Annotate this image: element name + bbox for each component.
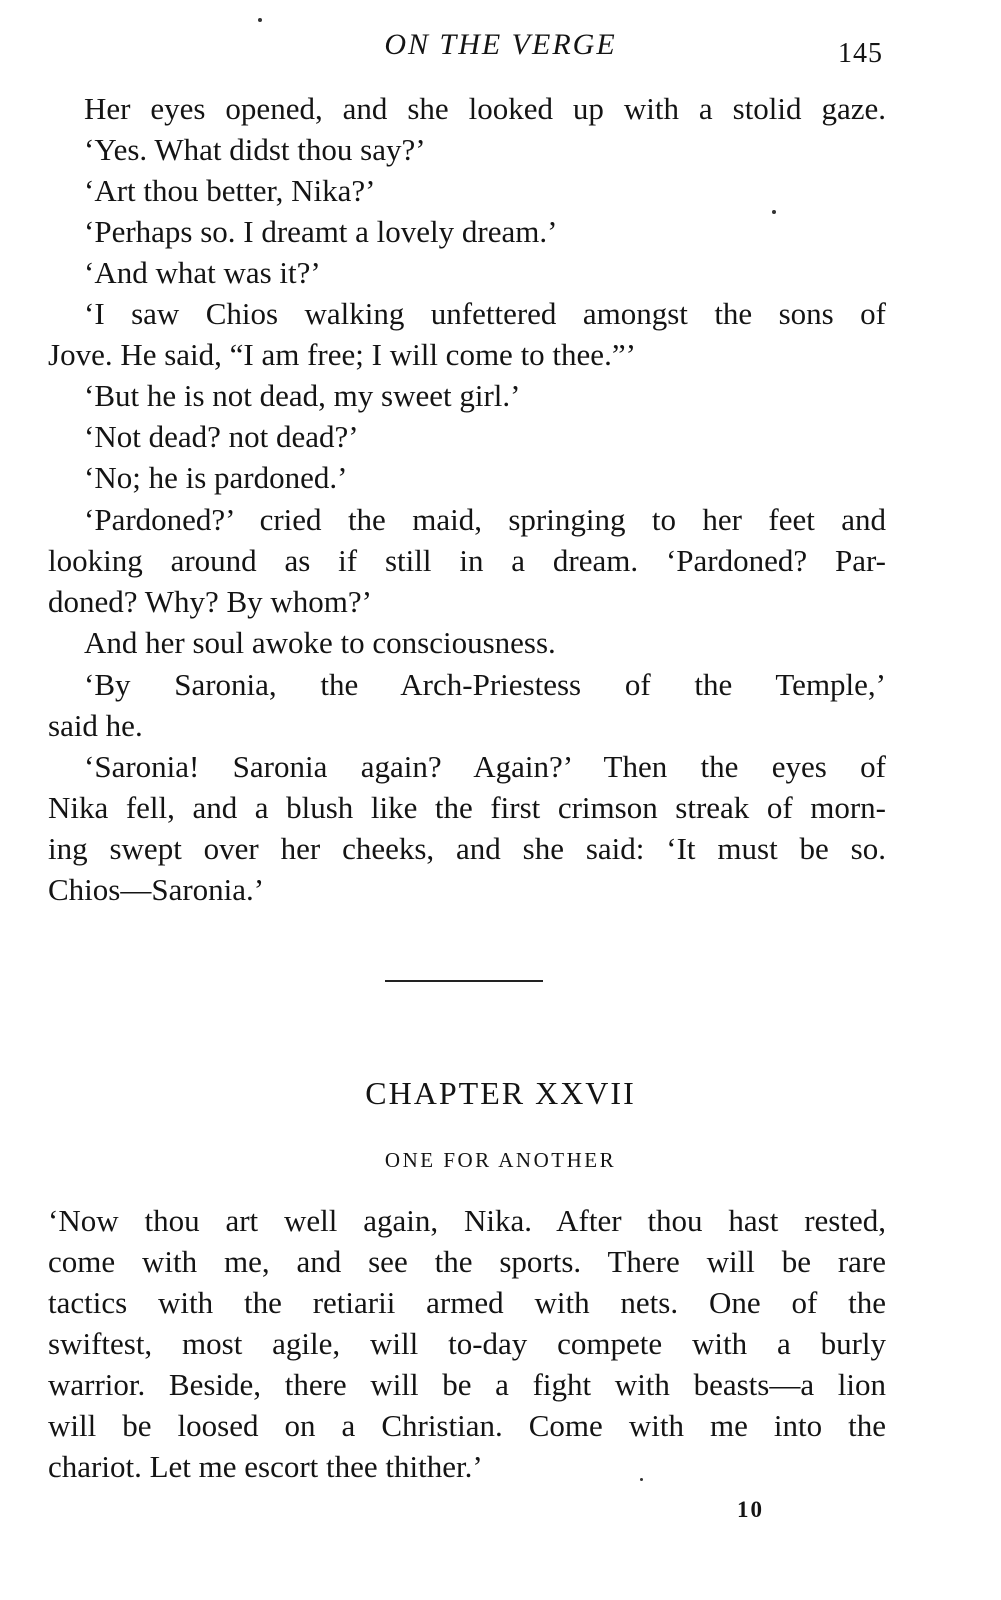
text-line: chariot. Let me escort thee thither.’ xyxy=(48,1449,483,1484)
text-line: ‘Not dead? not dead?’ xyxy=(84,419,359,454)
text-line: And her soul awoke to consciousness. xyxy=(84,625,556,660)
text-line: come with me, and see the sports. There will be rare xyxy=(48,1244,886,1279)
text-line: Jove. He said, “I am free; I will come to thee.”’ xyxy=(48,337,636,372)
text-line: ‘Yes. What didst thou say?’ xyxy=(84,132,426,167)
text-line: Her eyes opened, and she looked up with a stolid gaze. xyxy=(84,91,886,126)
text-line: ‘Pardoned?’ cried the maid, springing to her feet and xyxy=(84,502,886,537)
scan-speck xyxy=(772,210,776,214)
text-line: tactics with the retiarii armed with nets. One of the xyxy=(48,1285,886,1320)
text-line: warrior. Beside, there will be a fight with beasts—a lion xyxy=(48,1367,886,1402)
text-line: ‘Art thou better, Nika?’ xyxy=(84,173,376,208)
text-line: Nika fell, and a blush like the first crimson streak of morn- xyxy=(48,790,886,825)
text-line: swiftest, most agile, will to-day compete with a burly xyxy=(48,1326,886,1361)
text-line: will be loosed on a Christian. Come with me into the xyxy=(48,1408,886,1443)
text-line: ‘I saw Chios walking unfettered amongst the sons of xyxy=(84,296,886,331)
text-line: ‘No; he is pardoned.’ xyxy=(84,460,348,495)
text-line: ‘By Saronia, the Arch-Priestess of the Temple,’ xyxy=(84,667,886,702)
section-divider xyxy=(385,980,543,982)
text-line: said he. xyxy=(48,708,143,743)
text-line: doned? Why? By whom?’ xyxy=(48,584,372,619)
text-line: looking around as if still in a dream. ‘Pardoned? Par- xyxy=(48,543,886,578)
text-line: ‘Perhaps so. I dreamt a lovely dream.’ xyxy=(84,214,558,249)
text-line: ing swept over her cheeks, and she said: ‘It must be so. xyxy=(48,831,886,866)
running-head: ON THE VERGE xyxy=(384,28,617,61)
text-line: ‘Saronia! Saronia again? Again?’ Then the eyes of xyxy=(84,749,886,784)
text-line: ‘Now thou art well again, Nika. After thou hast rested, xyxy=(48,1203,886,1238)
scan-speck xyxy=(258,18,262,22)
page-number: 145 xyxy=(838,38,883,69)
scan-speck xyxy=(640,1478,643,1481)
text-line: Chios—Saronia.’ xyxy=(48,872,265,907)
text-line: ‘But he is not dead, my sweet girl.’ xyxy=(84,378,521,413)
chapter-subtitle: ONE FOR ANOTHER xyxy=(384,1148,617,1172)
signature-mark: 10 xyxy=(737,1497,764,1522)
chapter-title: CHAPTER XXVII xyxy=(365,1075,636,1111)
text-line: ‘And what was it?’ xyxy=(84,255,321,290)
